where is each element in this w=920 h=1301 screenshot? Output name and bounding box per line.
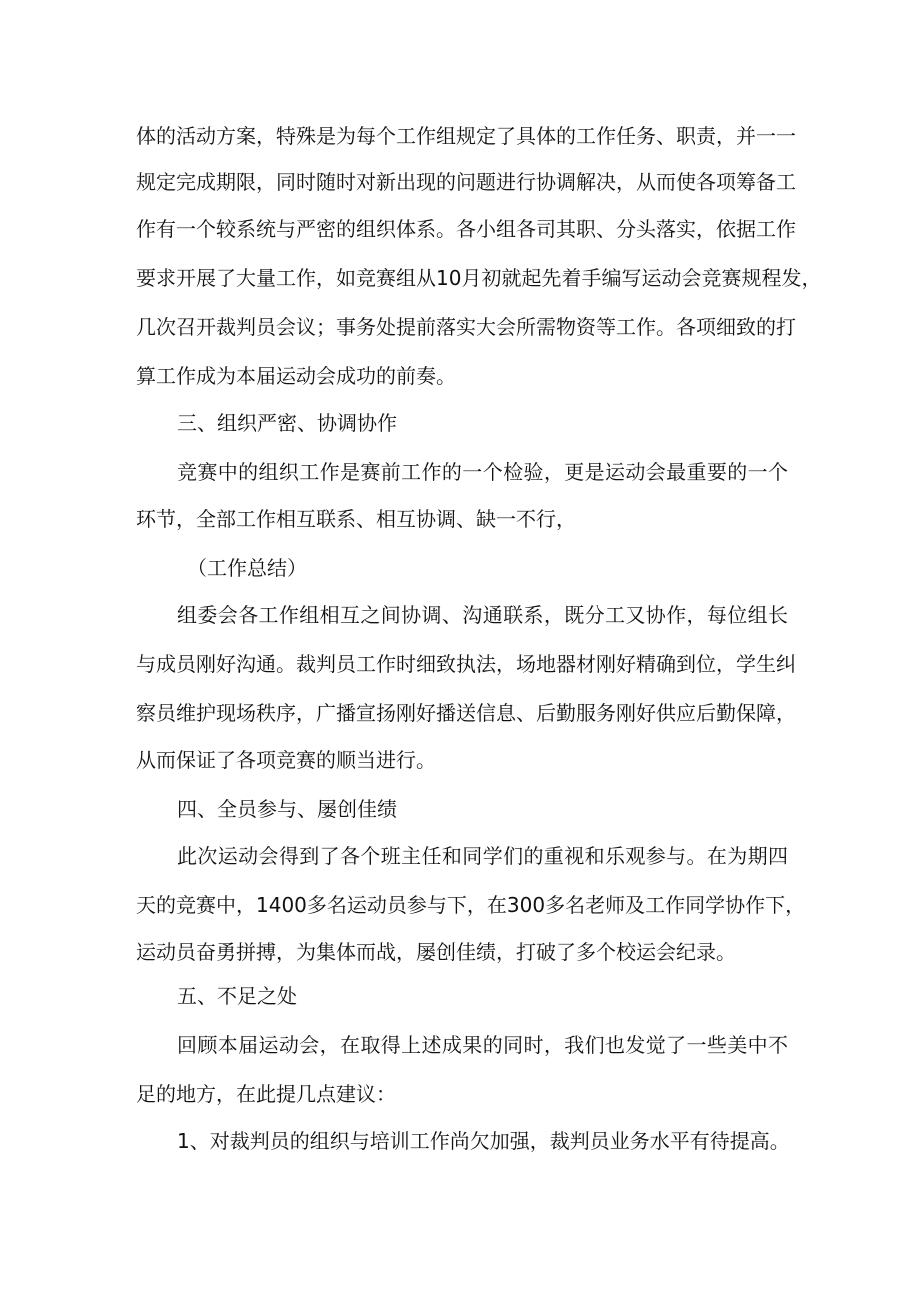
paragraph-line: 足的地方，在此提几点建议： (136, 1082, 396, 1106)
paragraph-line: 回顾本届运动会，在取得上述成果的同时，我们也发觉了一些美中不 (177, 1033, 788, 1057)
paragraph-line: 组委会各工作组相互之间协调、沟通联系，既分工又协作，每位组长 (177, 603, 788, 627)
paragraph-line: 察员维护现场秩序，广播宣扬刚好播送信息、后勤服务刚好供应后勤保障， (136, 701, 796, 725)
paragraph-line: 与成员刚好沟通。裁判员工作时细致执法，场地器材刚好精确到位，学生纠 (136, 652, 796, 676)
bracket-note: （工作总结） (187, 556, 307, 580)
paragraph-line: 体的活动方案，特殊是为每个工作组规定了具体的工作任务、职责，并一一 (136, 124, 796, 148)
paragraph-line: 天的竞赛中，1400多名运动员参与下，在300多名老师及工作同学协作下， (136, 893, 806, 917)
list-item: 1、对裁判员的组织与培训工作尚欠加强，裁判员业务水平有待提高。 (177, 1129, 790, 1153)
paragraph-line: 算工作成为本届运动会成功的前奏。 (136, 364, 456, 388)
paragraph-line: 作有一个较系统与严密的组织体系。各小组各司其职、分头落实，依据工作 (136, 217, 796, 241)
paragraph-line: 竞赛中的组织工作是赛前工作的一个检验，更是运动会最重要的一个 (177, 460, 788, 484)
paragraph-line: 运动员奋勇拼搏，为集体而战，屡创佳绩，打破了多个校运会纪录。 (136, 940, 736, 964)
paragraph-line: 环节，全部工作相互联系、相互协调、缺一不行， (136, 507, 576, 531)
paragraph-line: 几次召开裁判员会议；事务处提前落实大会所需物资等工作。各项细致的打 (136, 315, 796, 339)
section-heading: 三、组织严密、协调协作 (177, 411, 397, 435)
paragraph-line: 要求开展了大量工作，如竞赛组从10月初就起先着手编写运动会竞赛规程发， (136, 266, 822, 290)
paragraph-line: 从而保证了各项竞赛的顺当进行。 (136, 748, 436, 772)
paragraph-line: 规定完成期限，同时随时对新出现的问题进行协调解决，从而使各项筹备工 (136, 170, 796, 194)
section-heading: 四、全员参与、屡创佳绩 (177, 797, 397, 821)
section-heading: 五、不足之处 (177, 984, 297, 1008)
paragraph-line: 此次运动会得到了各个班主任和同学们的重视和乐观参与。在为期四 (177, 844, 788, 868)
